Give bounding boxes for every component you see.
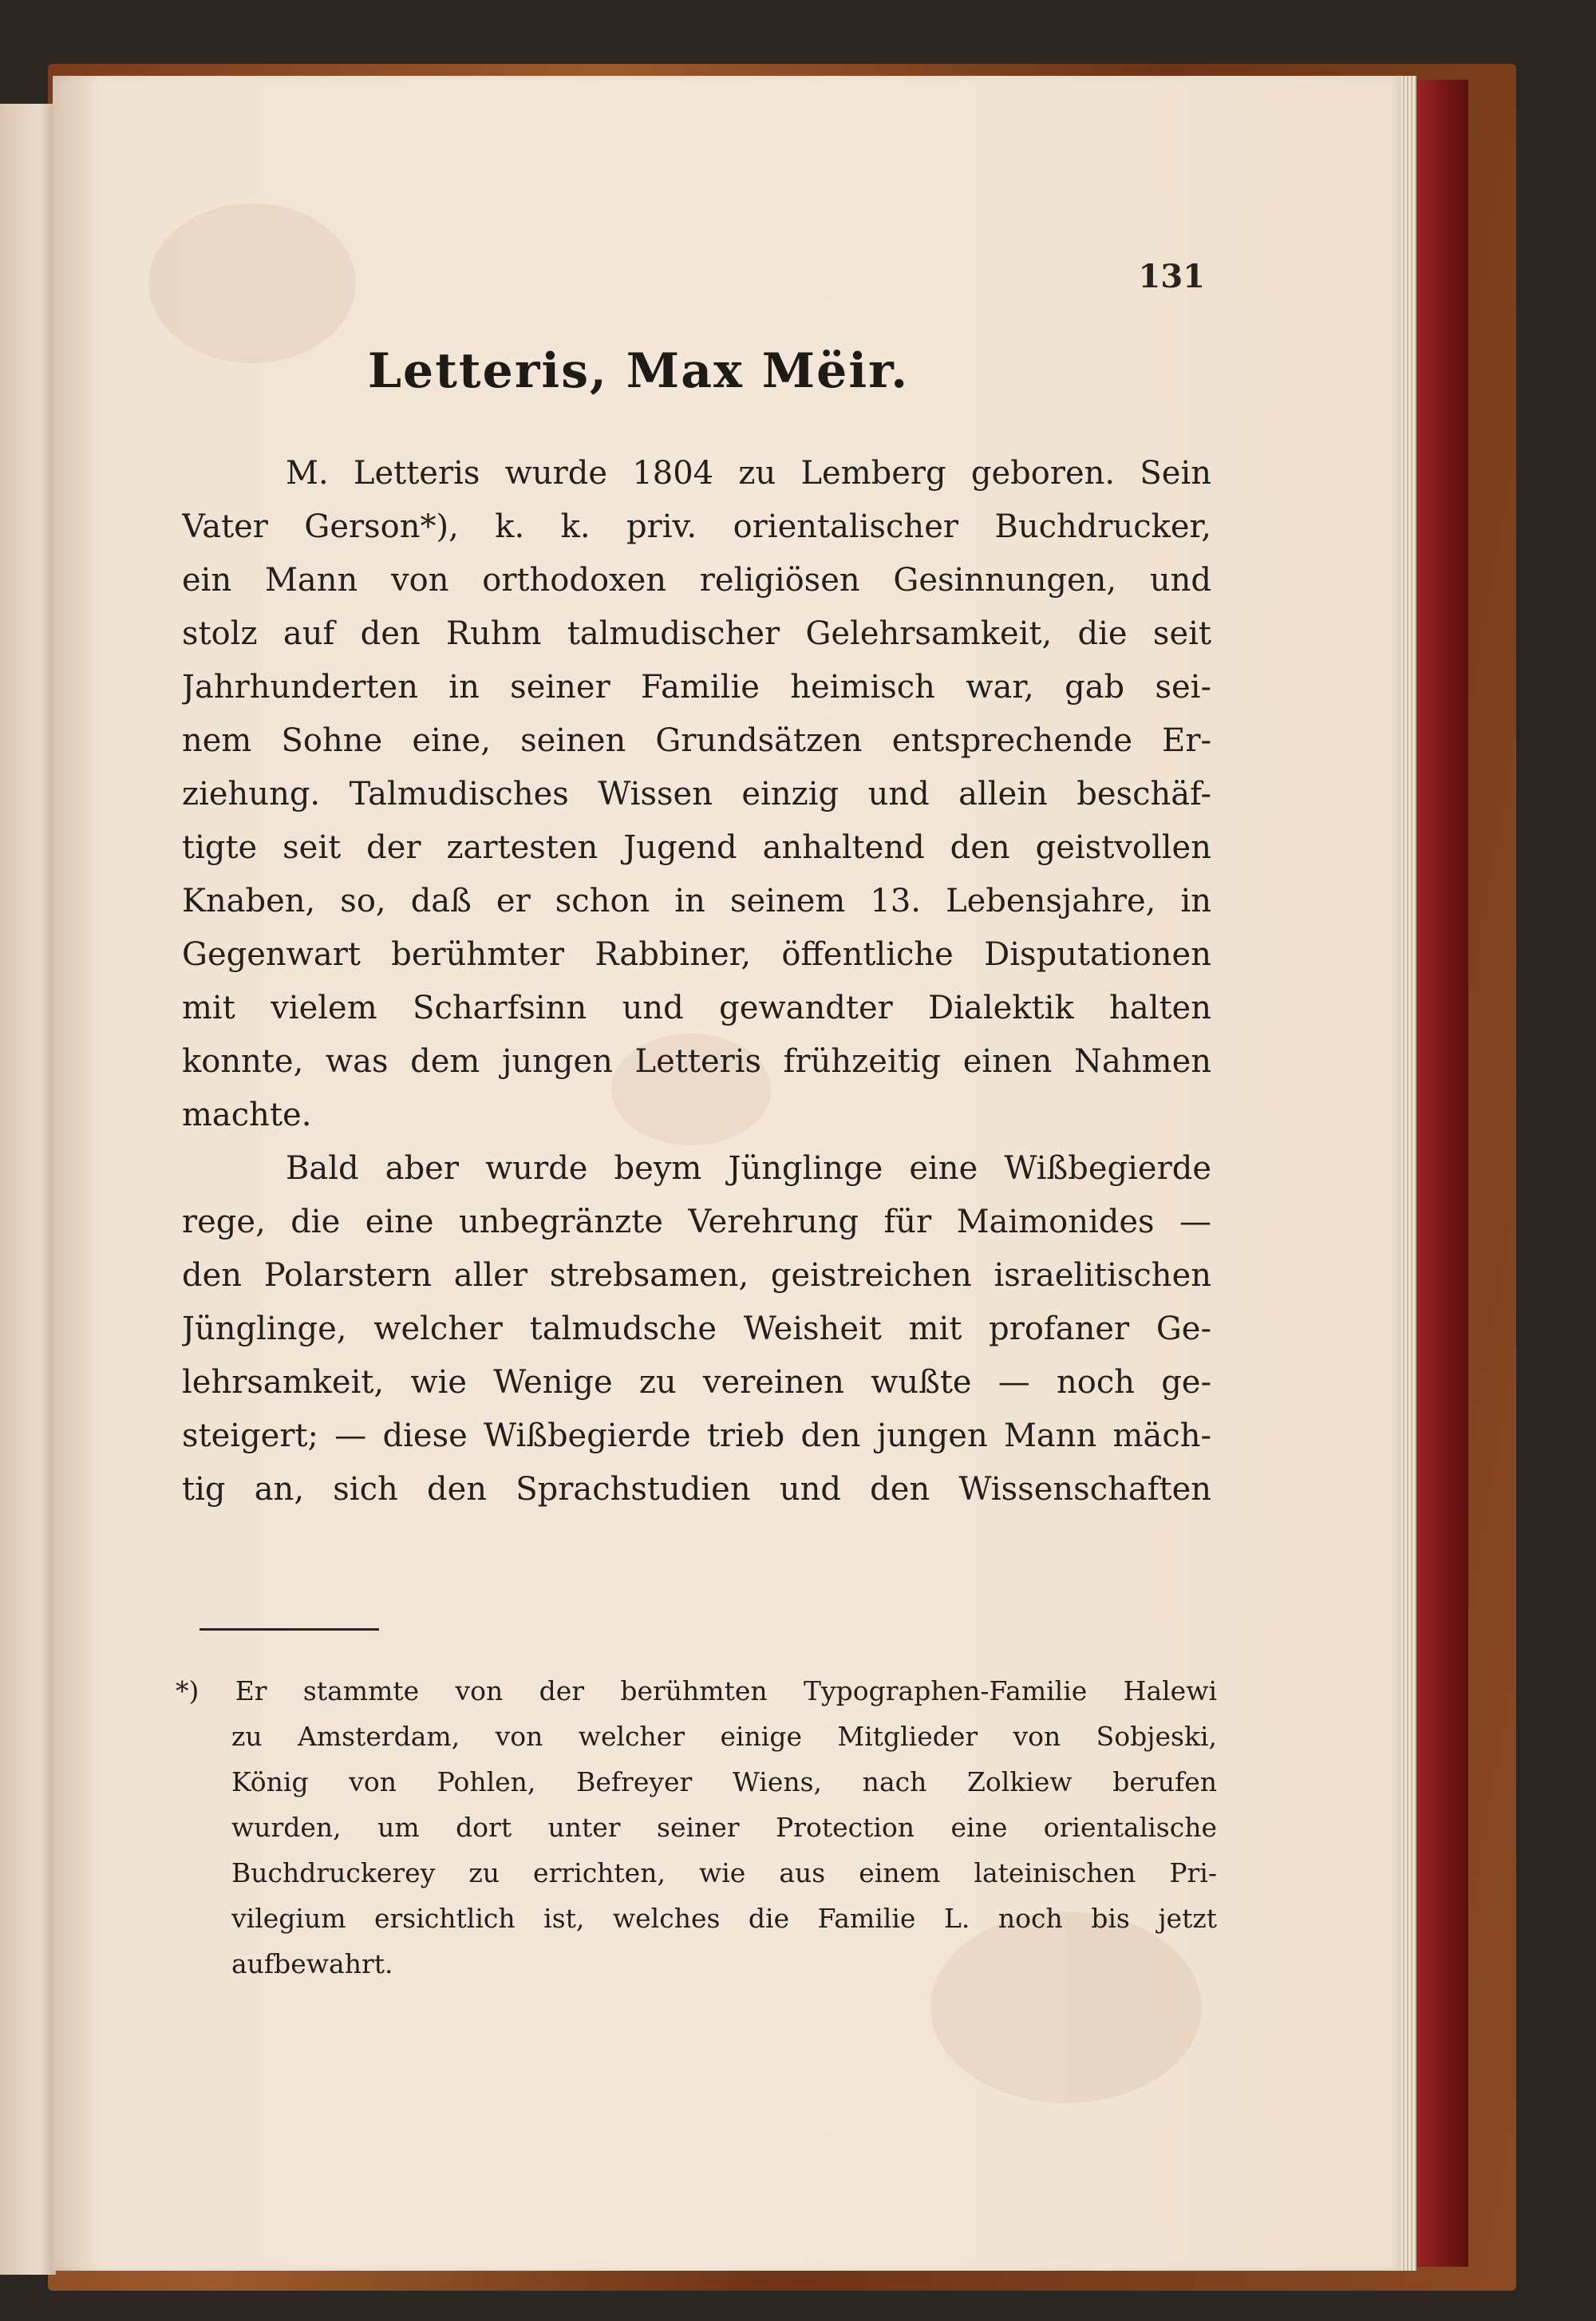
text-line: tigte seit der zartesten Jugend anhaltend den geistvollen bbox=[182, 829, 1211, 866]
footnote-line: König von Pohlen, Befreyer Wiens, nach Zolkiew berufen bbox=[231, 1766, 1217, 1797]
footnote-line: Buchdruckerey zu errichten, wie aus einem lateinischen Pri- bbox=[231, 1857, 1217, 1888]
page-title: Letteris, Max Mëir. bbox=[367, 343, 910, 399]
text-line: Jünglinge, welcher talmudsche Weisheit mit profaner Ge- bbox=[182, 1311, 1211, 1347]
text-line: tig an, sich den Sprachstudien und den Wissenschaften bbox=[182, 1471, 1211, 1508]
footnote bbox=[176, 1668, 1217, 1987]
body-text bbox=[182, 447, 1211, 1516]
text-line: konnte, was dem jungen Letteris frühzeitig einen Nahmen bbox=[182, 1043, 1211, 1080]
footnote-line: vilegium ersichtlich ist, welches die Familie L. noch bis jetzt bbox=[231, 1903, 1217, 1934]
footnote-line: *) Er stammte von der berühmten Typographen-Familie Halewi bbox=[176, 1675, 1217, 1706]
text-line: stolz auf den Ruhm talmudischer Gelehrsamkeit, die seit bbox=[182, 615, 1211, 652]
text-line: lehrsamkeit, wie Wenige zu vereinen wußte — noch ge- bbox=[182, 1364, 1211, 1401]
page-number: 131 bbox=[1138, 258, 1205, 295]
text-line: Knaben, so, daß er schon in seinem 13. Lebensjahre, in bbox=[182, 883, 1211, 919]
text-line: machte. bbox=[182, 1097, 312, 1133]
text-line: steigert; — diese Wißbegierde trieb den jungen Mann mäch- bbox=[182, 1418, 1211, 1454]
text-line: Jahrhunderten in seiner Familie heimisch war, gab sei- bbox=[182, 669, 1211, 706]
text-line: den Polarstern aller strebsamen, geistreichen israelitischen bbox=[182, 1257, 1211, 1294]
text-line: rege, die eine unbegränzte Verehrung für Maimonides — bbox=[182, 1204, 1211, 1240]
footnote-line: aufbewahrt. bbox=[231, 1948, 393, 1979]
text-line: nem Sohne eine, seinen Grundsätzen entsprechende Er- bbox=[182, 722, 1211, 759]
footnote-divider bbox=[200, 1628, 379, 1631]
text-line: Gegenwart berühmter Rabbiner, öffentliche Disputationen bbox=[182, 936, 1211, 973]
footnote-line: wurden, um dort unter seiner Protection eine orientalische bbox=[231, 1812, 1217, 1843]
text-line: ein Mann von orthodoxen religiösen Gesinnungen, und bbox=[182, 562, 1211, 599]
left-page-edge bbox=[0, 104, 56, 2275]
text-line: Vater Gerson*), k. k. priv. orientalischer Buchdrucker, bbox=[182, 508, 1211, 545]
text-line: M. Letteris wurde 1804 zu Lemberg geboren. Sein bbox=[286, 455, 1211, 492]
footnote-line: zu Amsterdam, von welcher einige Mitglieder von Sobjeski, bbox=[231, 1721, 1217, 1752]
text-line: ziehung. Talmudisches Wissen einzig und allein beschäf- bbox=[182, 776, 1211, 813]
text-line: Bald aber wurde beym Jünglinge eine Wißbegierde bbox=[286, 1150, 1211, 1187]
text-line: mit vielem Scharfsinn und gewandter Dialektik halten bbox=[182, 990, 1211, 1026]
